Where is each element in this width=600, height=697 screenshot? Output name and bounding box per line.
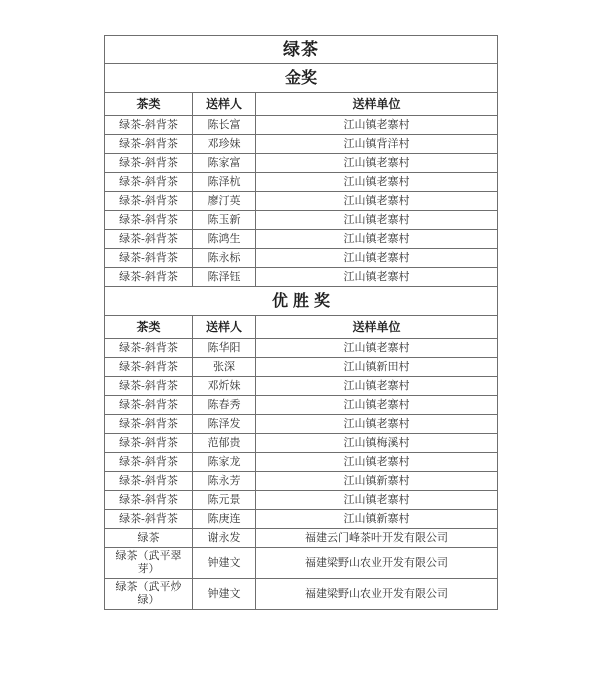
- sender-name-cell: 陈玉新: [193, 211, 256, 230]
- column-header-row: [105, 316, 498, 339]
- table-row: [105, 268, 498, 287]
- award-section-row: [105, 287, 498, 316]
- table-row: [105, 434, 498, 453]
- sender-unit-cell: 江山镇老寨村: [256, 230, 498, 249]
- table-row: [105, 579, 498, 610]
- sender-name-cell: 陈鸿生: [193, 230, 256, 249]
- tea-category-cell: 绿茶-斜背茶: [105, 192, 193, 211]
- column-header-sender-name: 送样人: [193, 93, 256, 116]
- sender-unit-cell: 福建梁野山农业开发有限公司: [256, 548, 498, 579]
- tea-category-cell: 绿茶-斜背茶: [105, 453, 193, 472]
- column-header-sender-name: 送样人: [193, 316, 256, 339]
- sender-name-cell: 陈华阳: [193, 339, 256, 358]
- table-row: [105, 230, 498, 249]
- sender-unit-cell: 江山镇新寨村: [256, 510, 498, 529]
- sender-unit-cell: 江山镇老寨村: [256, 453, 498, 472]
- column-header-row: [105, 93, 498, 116]
- tea-category-cell: 绿茶-斜背茶: [105, 415, 193, 434]
- sender-name-cell: 邓炘妹: [193, 377, 256, 396]
- table-row: [105, 491, 498, 510]
- tea-category-cell: 绿茶-斜背茶: [105, 491, 193, 510]
- sender-unit-cell: 江山镇老寨村: [256, 268, 498, 287]
- sender-unit-cell: 江山镇梅溪村: [256, 434, 498, 453]
- tea-category-cell: 绿茶-斜背茶: [105, 377, 193, 396]
- tea-award-table: [104, 35, 498, 610]
- tea-category-cell: 绿茶-斜背茶: [105, 173, 193, 192]
- table-row: [105, 211, 498, 230]
- table-row: [105, 249, 498, 268]
- category-title-row: [105, 36, 498, 64]
- sender-unit-cell: 江山镇老寨村: [256, 339, 498, 358]
- sender-unit-cell: 江山镇老寨村: [256, 116, 498, 135]
- table-row: [105, 154, 498, 173]
- table-row: [105, 116, 498, 135]
- sender-name-cell: 陈泽发: [193, 415, 256, 434]
- sender-unit-cell: 江山镇老寨村: [256, 154, 498, 173]
- tea-category-cell: 绿茶-斜背茶: [105, 339, 193, 358]
- sender-unit-cell: 江山镇老寨村: [256, 211, 498, 230]
- sender-unit-cell: 江山镇老寨村: [256, 396, 498, 415]
- tea-category-cell: 绿茶-斜背茶: [105, 268, 193, 287]
- sender-name-cell: 陈庚连: [193, 510, 256, 529]
- tea-category-cell: 绿茶-斜背茶: [105, 396, 193, 415]
- sender-name-cell: 陈元景: [193, 491, 256, 510]
- award-section-row: [105, 64, 498, 93]
- tea-category-cell: 绿茶: [105, 529, 193, 548]
- tea-category-cell: 绿茶（武平翠芽）: [105, 548, 193, 579]
- sender-unit-cell: 江山镇新田村: [256, 358, 498, 377]
- tea-category-cell: 绿茶-斜背茶: [105, 434, 193, 453]
- tea-category-cell: 绿茶-斜背茶: [105, 116, 193, 135]
- sender-name-cell: 钟建文: [193, 579, 256, 610]
- table-row: [105, 529, 498, 548]
- table-row: [105, 358, 498, 377]
- table-row: [105, 377, 498, 396]
- award-section-title: 优胜奖: [105, 287, 498, 316]
- sender-name-cell: 范郁贵: [193, 434, 256, 453]
- sender-name-cell: 陈家富: [193, 154, 256, 173]
- sender-name-cell: 张深: [193, 358, 256, 377]
- sender-name-cell: 陈春秀: [193, 396, 256, 415]
- sender-unit-cell: 江山镇老寨村: [256, 192, 498, 211]
- table-row: [105, 415, 498, 434]
- sender-unit-cell: 江山镇老寨村: [256, 249, 498, 268]
- table-row: [105, 173, 498, 192]
- sender-unit-cell: 福建云门峰茶叶开发有限公司: [256, 529, 498, 548]
- sender-name-cell: 陈泽杭: [193, 173, 256, 192]
- sender-unit-cell: 江山镇老寨村: [256, 415, 498, 434]
- tea-category-cell: 绿茶-斜背茶: [105, 230, 193, 249]
- tea-category-cell: 绿茶-斜背茶: [105, 358, 193, 377]
- column-header-tea-category: 茶类: [105, 316, 193, 339]
- column-header-sender-unit: 送样单位: [256, 316, 498, 339]
- award-section-title: 金奖: [105, 64, 498, 93]
- table-row: [105, 339, 498, 358]
- sender-name-cell: 钟建文: [193, 548, 256, 579]
- table-row: [105, 548, 498, 579]
- tea-category-cell: 绿茶-斜背茶: [105, 510, 193, 529]
- table-row: [105, 472, 498, 491]
- table-row: [105, 396, 498, 415]
- sender-name-cell: 谢永发: [193, 529, 256, 548]
- sender-name-cell: 陈长富: [193, 116, 256, 135]
- sender-name-cell: 陈家龙: [193, 453, 256, 472]
- tea-category-cell: 绿茶（武平炒绿）: [105, 579, 193, 610]
- tea-category-cell: 绿茶-斜背茶: [105, 249, 193, 268]
- sender-unit-cell: 江山镇新寨村: [256, 472, 498, 491]
- table-row: [105, 135, 498, 154]
- tea-category-cell: 绿茶-斜背茶: [105, 135, 193, 154]
- table-row: [105, 453, 498, 472]
- tea-category-cell: 绿茶-斜背茶: [105, 154, 193, 173]
- sender-unit-cell: 江山镇背洋村: [256, 135, 498, 154]
- sender-name-cell: 陈泽钰: [193, 268, 256, 287]
- column-header-tea-category: 茶类: [105, 93, 193, 116]
- table-row: [105, 192, 498, 211]
- table-row: [105, 510, 498, 529]
- category-title: 绿茶: [105, 36, 498, 64]
- sender-name-cell: 邓珍妹: [193, 135, 256, 154]
- sender-unit-cell: 江山镇老寨村: [256, 377, 498, 396]
- table-body: [105, 36, 498, 610]
- column-header-sender-unit: 送样单位: [256, 93, 498, 116]
- tea-category-cell: 绿茶-斜背茶: [105, 472, 193, 491]
- sender-unit-cell: 福建梁野山农业开发有限公司: [256, 579, 498, 610]
- sender-unit-cell: 江山镇老寨村: [256, 491, 498, 510]
- sender-unit-cell: 江山镇老寨村: [256, 173, 498, 192]
- sender-name-cell: 陈永芳: [193, 472, 256, 491]
- tea-category-cell: 绿茶-斜背茶: [105, 211, 193, 230]
- sender-name-cell: 廖汀英: [193, 192, 256, 211]
- sender-name-cell: 陈永标: [193, 249, 256, 268]
